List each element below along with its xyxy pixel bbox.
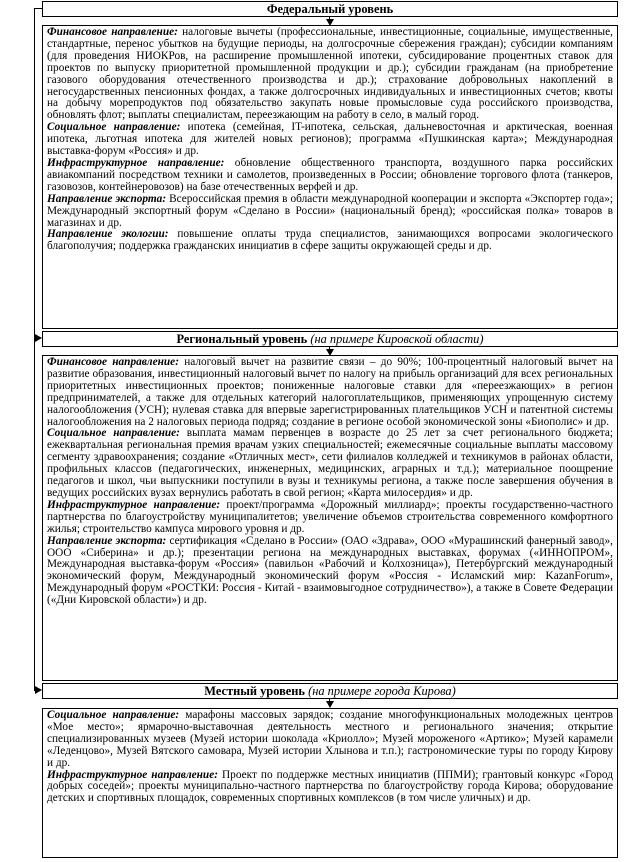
direction-label: Направление экспорта: bbox=[47, 534, 167, 547]
federal-export: Направление экспорта: Всероссийская премия в области международной кооперации и экспорта «Экспортер года»; Международный экспортный форум «Сделано в России» (национальный бренд); «российская полка» товаров в магазинах и др. bbox=[47, 192, 613, 229]
regional-items bbox=[43, 356, 617, 609]
regional-export: Направление экспорта: сертификация «Сделано в России» (ОАО «Здрава», ООО «Мурашинский фанерный завод», ООО «Сиберина» и др.); презентации региона на международных выставках, форумах («ИННОПРОМ», Международная выставка-форум «Россия» (павильон «Рабочий и Колхозница»), Петербургский международный экономический форум, Международный экономический форум «Россия - Исламский мир: KazanForum», Международный форум «РОСТКИ: Россия - Китай - взаимовыгодное сотрудничество»), а также в Совете Федерации («Дни Кировской области») и др. bbox=[47, 534, 613, 607]
regional-financial: Финансовое направление: налоговый вычет на развитие связи – до 90%; 100-процентный налоговый вычет на развитие образования, инвестиционный налоговый вычет по налогу на прибыль организаций для всех региональных приоритетных инвестиционных проектов; пониженные налоговые ставки для «переезжающих» в регион предпринимателей, а также для отдельных категорий налогоплательщиков, применяющих упрощенную систему налогообложения (УСН); нулевая ставка для впервые зарегистрированных плательщиков УСН и патентной системы налогообложения на 2 налоговых периода подряд; создание в регионе особой экономической зоны «Биополис» и др. bbox=[47, 356, 613, 428]
regional-level-title: Региональный уровень (на примере Кировской области) bbox=[176, 332, 484, 346]
regional-level-header bbox=[42, 331, 618, 347]
local-arrow-down bbox=[326, 701, 334, 708]
regional-level-subtitle: (на примере Кировской области) bbox=[310, 332, 484, 346]
federal-social: Социальное направление: ипотека (семейная, IT-ипотека, сельская, дальневосточная и арктическая, военная ипотека, льготная ипотека для жителей новых регионов); программа «Пушкинская карта»; Международная выставка-форум «Россия» и др. bbox=[47, 121, 613, 158]
federal-infrastructure: Инфраструктурное направление: обновление общественного транспорта, воздушного парка российских авиакомпаний посредством техники и самолетов, произведенных в России; обновление торгового флота (танкеров, газовозов, контейнеровозов) на базе отечественных верфей и др. bbox=[47, 156, 613, 193]
direction-label: Социальное направление: bbox=[47, 709, 180, 721]
direction-label: Инфраструктурное направление: bbox=[47, 156, 225, 169]
local-level-content bbox=[42, 708, 618, 858]
local-level-header bbox=[42, 683, 618, 699]
direction-label: Финансовое направление: bbox=[47, 26, 178, 38]
direction-label: Финансовое направление: bbox=[47, 356, 179, 368]
connector-vertical-line bbox=[34, 8, 35, 690]
direction-label: Социальное направление: bbox=[47, 427, 180, 440]
arrow-to-local bbox=[35, 686, 42, 694]
local-social: Социальное направление: марафоны массовых зарядок; создание многофункциональных молодежных центров «Мое место»; ярмарочно-выставочная деятельность местного и регионального значения; открытие специализированных музеев (Музей истории шоколада «Криолло»; Музей мороженого «Артико»; Музей карамели «Леденцово», Музей Вятского самовара, Музей истории Хлынова и т.п.); гастрономические туры по городу Кирову и др. bbox=[47, 709, 613, 769]
direction-label: Направление экологии: bbox=[47, 228, 169, 241]
local-infrastructure: Инфраструктурное направление: Проект по поддержке местных инициатив (ППМИ); грантовый конкурс «Город добрых соседей»; проекты муниципально-частного партнерства по благоустройству города Кирова; оборудование детских и спортивных площадок, современных спортивных комплексов (в том числе уличных) и др. bbox=[47, 768, 613, 805]
direction-label: Направление экспорта: bbox=[47, 192, 167, 205]
local-items bbox=[43, 709, 617, 807]
direction-label: Инфраструктурное направление: bbox=[47, 768, 218, 781]
federal-level-title: Федеральный уровень bbox=[266, 2, 394, 16]
local-level-subtitle: (на примере города Кирова) bbox=[308, 684, 456, 698]
federal-level-header bbox=[42, 1, 618, 17]
federal-items bbox=[43, 26, 617, 255]
local-level-title: Местный уровень (на примере города Кирова) bbox=[204, 684, 456, 698]
connector-top-horizontal bbox=[34, 8, 42, 9]
federal-ecology: Направление экологии: повышение оплаты труда специалистов, занимающихся вопросами экологического благополучия; поддержка гражданских инициатив в сфере защиты окружающей среды и др. bbox=[47, 228, 614, 253]
federal-level-content bbox=[42, 25, 618, 329]
direction-label: Социальное направление: bbox=[47, 121, 181, 134]
regional-level-content bbox=[42, 355, 618, 681]
regional-infrastructure: Инфраструктурное направление: проект/программа «Дорожный миллиард»; проекты государственно-частного партнерства по благоустройству муниципалитетов; увеличение объемов строительства современного комфортного жилья; строительство кампуса мирового уровня и др. bbox=[47, 498, 613, 535]
federal-financial: Финансовое направление: налоговые вычеты (профессиональные, инвестиционные, социальные, имущественные, стандартные, перенос убытков на будущие периоды, на долгосрочные сбережения граждан); субсидии компаниям (для проведения НИОКРов, на расширение промышленной ипотеки, субсидирование процентных ставок для проектов по выпуску приоритетной промышленной продукции и др.); субсидии гражданам (на приобретение газового оборудования отечественного производства и др.); страхование добровольных накоплений в негосударственных пенсионных фондах, а также долгосрочных индивидуальных и инвестиционных счетов; квоты на добычу морепродуктов под обязательство закупать новые промысловые суда российского производства, обновлять флот; выплаты специалистам, переезжающим на работу в село, в малый город. bbox=[47, 26, 613, 122]
regional-social: Социальное направление: выплата мамам первенцев в возрасте до 25 лет за счет регионального бюджета; ежеквартальная региональная премия врачам узких специальностей; ежемесячные социальные выплаты массовому сегменту здравоохранения; создание «Отличных мест», сети филиалов колледжей и техникумов в районах области, профильных классов (педагогических, инженерных, медицинских, аграрных и т.д.); материальное поощрение педагогов и школ, чьи выпускники поступили в вузы и техникумы региона, а также после завершения обучения в ведущих российских вузах вернулись работать в свой регион; «Карта милосердия» и др. bbox=[47, 427, 613, 499]
arrow-to-regional bbox=[35, 334, 42, 342]
direction-label: Инфраструктурное направление: bbox=[47, 498, 221, 511]
